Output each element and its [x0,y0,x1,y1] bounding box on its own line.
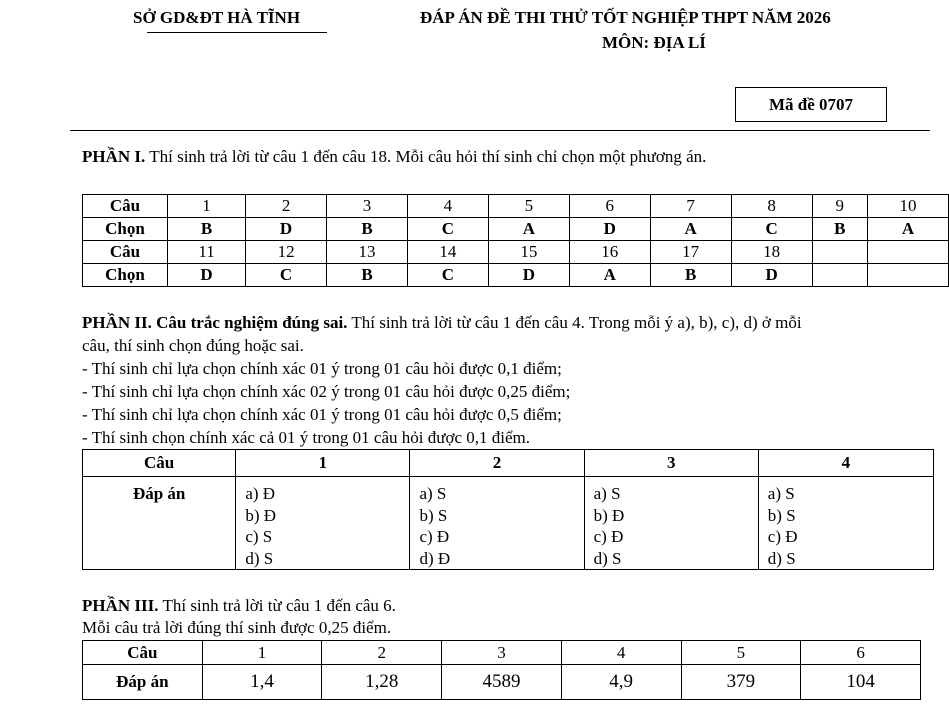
question-number: 9 [812,195,867,218]
question-number: 17 [650,241,731,264]
short-answer: 4589 [442,665,562,700]
row-label: Chọn [83,218,168,241]
header-divider [70,130,930,131]
answer-cell [758,477,933,570]
question-number: 2 [246,195,327,218]
question-number: 11 [168,241,246,264]
statement-answer: b) Đ [245,505,277,525]
subject-title: MÔN: ĐỊA LÍ [602,33,706,52]
statement-answer: c) Đ [419,527,450,546]
short-answer: 104 [801,665,921,700]
statement-answer: c) Đ [767,527,798,546]
question-number: 6 [801,641,921,665]
table-row [83,218,949,241]
answer-choice: D [246,218,327,241]
answer-choice: B [812,218,867,241]
part1-answer-table [82,194,949,287]
question-number: 1 [236,450,410,477]
question-number: 15 [488,241,569,264]
statement-answer: b) S [767,505,796,525]
answer-choice: B [327,218,408,241]
question-number: 1 [202,641,322,665]
answer-choice: D [168,264,246,287]
table-row [83,264,949,287]
answer-cell [584,477,758,570]
short-answer: 1,4 [202,665,322,700]
answer-choice: D [569,218,650,241]
answer-choice: D [488,264,569,287]
statement-answer: d) Đ [419,548,451,568]
short-answer: 1,28 [322,665,442,700]
question-number: 14 [407,241,488,264]
statement-answer: d) S [767,548,796,568]
question-number: 3 [327,195,408,218]
part1-heading: PHẦN I. [82,147,146,166]
table-row [83,195,949,218]
document-title: ĐÁP ÁN ĐỀ THI THỬ TỐT NGHIỆP THPT NĂM 2026 [420,8,831,27]
part3-instructions [82,596,396,616]
question-number: 4 [758,450,933,477]
answer-choice: C [731,218,812,241]
statement-answer: c) S [245,527,273,546]
question-number: 4 [407,195,488,218]
part2-text: Thí sinh trả lời từ câu 1 đến câu 4. Trong mỗi ý a), b), c), d) ở mỗi [347,313,802,332]
answer-choice [868,264,949,287]
statement-answer: b) S [419,505,448,525]
statement-answer: d) S [245,548,274,568]
part3-answer-table [82,640,921,700]
question-number: 3 [442,641,562,665]
answer-choice: A [488,218,569,241]
header-underline [147,32,327,33]
question-number: 1 [168,195,246,218]
question-number: 12 [246,241,327,264]
part2-rule: - Thí sinh chỉ lựa chọn chính xác 01 ý trong 01 câu hỏi được 0,1 điểm; [82,359,562,378]
exam-code-box: Mã đề 0707 [735,87,887,122]
statement-answer: c) Đ [593,527,624,546]
statement-answer: b) Đ [593,505,625,525]
question-number: 8 [731,195,812,218]
part3-heading: PHẦN III. [82,596,159,615]
answer-cell [410,477,584,570]
question-number: 5 [681,641,801,665]
table-row [83,450,934,477]
statement-answer: a) S [767,484,795,503]
part3-text-line2: Mỗi câu trả lời đúng thí sinh được 0,25 điểm. [82,618,392,637]
question-number: 4 [561,641,681,665]
part2-instructions [82,313,802,333]
part2-rule: - Thí sinh chỉ lựa chọn chính xác 02 ý trong 01 câu hỏi được 0,25 điểm; [82,382,571,401]
part2-rule: - Thí sinh chỉ lựa chọn chính xác 01 ý trong 01 câu hỏi được 0,5 điểm; [82,405,562,424]
row-label: Câu [83,641,203,665]
part3-text: Thí sinh trả lời từ câu 1 đến câu 6. [158,596,396,615]
statement-answer: a) S [593,484,621,503]
question-number: 16 [569,241,650,264]
table-row [83,641,921,665]
part2-answer-table [82,449,934,570]
answer-choice: C [246,264,327,287]
answer-cell [236,477,410,570]
question-number: 2 [410,450,584,477]
question-number [812,241,867,264]
answer-choice: D [731,264,812,287]
question-number: 6 [569,195,650,218]
question-number [868,241,949,264]
answer-choice: A [868,218,949,241]
question-number: 2 [322,641,442,665]
part2-rule: - Thí sinh chọn chính xác cả 01 ý trong 01 câu hỏi được 0,1 điểm. [82,428,530,447]
column-label: Câu [83,450,236,477]
question-number: 7 [650,195,731,218]
row-label: Đáp án [83,665,203,700]
answer-choice: C [407,218,488,241]
short-answer: 4,9 [561,665,681,700]
row-label: Câu [83,195,168,218]
short-answer: 379 [681,665,801,700]
answer-choice: A [569,264,650,287]
answer-choice [812,264,867,287]
statement-answer: a) Đ [245,484,276,503]
question-number: 13 [327,241,408,264]
answer-choice: B [650,264,731,287]
answer-choice: A [650,218,731,241]
question-number: 3 [584,450,758,477]
answer-choice: B [327,264,408,287]
part1-instructions [82,147,706,167]
department-name: SỞ GD&ĐT HÀ TĨNH [133,8,301,27]
answer-choice: B [168,218,246,241]
question-number: 18 [731,241,812,264]
part1-text: Thí sinh trả lời từ câu 1 đến câu 18. Mỗi câu hỏi thí sinh chỉ chọn một phương án. [145,147,707,166]
table-row [83,241,949,264]
row-label: Chọn [83,264,168,287]
statement-answer: a) S [419,484,447,503]
statement-answer: d) S [593,548,622,568]
row-label: Đáp án [83,477,236,570]
answer-choice: C [407,264,488,287]
part2-text-line2: câu, thí sinh chọn đúng hoặc sai. [82,336,304,355]
part2-heading: PHẦN II. Câu trắc nghiệm đúng sai. [82,313,348,332]
table-row [83,665,921,700]
question-number: 10 [868,195,949,218]
table-row [83,477,934,570]
question-number: 5 [488,195,569,218]
row-label: Câu [83,241,168,264]
